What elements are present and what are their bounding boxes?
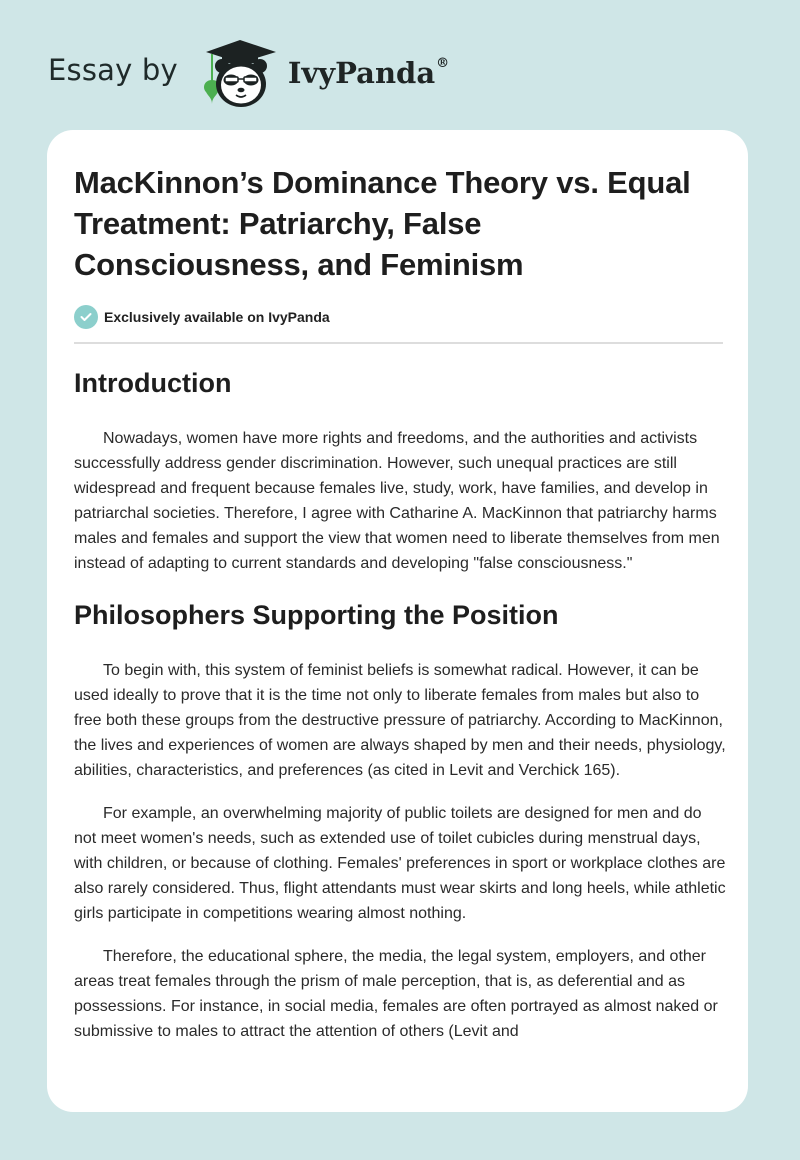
essay-title: MacKinnon’s Dominance Theory vs. Equal Treatment: Patriarchy, False Consciousness, and Feminism [74, 165, 691, 282]
section-heading: Philosophers Supporting the Position [74, 600, 559, 630]
brand-text: IvyPanda [287, 56, 436, 90]
essay-by-label: Essay by [48, 53, 178, 87]
check-circle-icon [74, 305, 98, 329]
section-heading: Introduction [74, 368, 232, 398]
registered-mark: ® [436, 56, 450, 71]
exclusive-badge-text: Exclusively available on IvyPanda [104, 309, 330, 325]
paragraph: Nowadays, women have more rights and freedoms, and the authorities and activists successfully address gender discrimination. However, such unequal practices are still widespread and frequent because females live, study, work, have families, and develop in patriarchal societies. Therefore, I agree with Catharine A. MacKinnon that patriarchy harms males and females and support the view that women need to liberate themselves from men instead of adapting to current standards and developing "false consciousness." [74, 430, 720, 572]
title-divider [74, 342, 723, 344]
exclusive-badge [74, 304, 722, 330]
panda-graduate-logo-icon [196, 34, 282, 110]
essay-card [47, 130, 748, 1112]
paragraph: Therefore, the educational sphere, the media, the legal system, employers, and other areas treat females through the prism of male perception, that is, as deferential and as possessions. For instance, in social media, females are often portrayed as almost naked or submissive to males to attract the attention of others (Levit and [74, 948, 718, 1040]
paragraph: For example, an overwhelming majority of public toilets are designed for men and do not meet women's needs, such as extended use of toilet cubicles during menstrual days, with children, or because of clothing. Females' preferences in sport or workplace clothes are also rarely considered. Thus, flight attendants must wear skirts and long heels, while athletic girls participate in competitions wearing almost nothing. [74, 805, 726, 922]
section-introduction [74, 366, 722, 576]
brand-name [288, 56, 449, 90]
site-header [48, 34, 449, 110]
paragraph: To begin with, this system of feminist beliefs is somewhat radical. However, it can be used ideally to prove that it is the time not only to liberate females from males but also to free both these groups from the destructive pressure of patriarchy. According to MacKinnon, the lives and experiences of women are always shaped by men and their needs, physiology, abilities, characteristics, and preferences (as cited in Levit and Verchick 165). [74, 662, 726, 779]
ivypanda-logo-link[interactable] [196, 34, 449, 110]
section-philosophers [74, 598, 726, 1044]
